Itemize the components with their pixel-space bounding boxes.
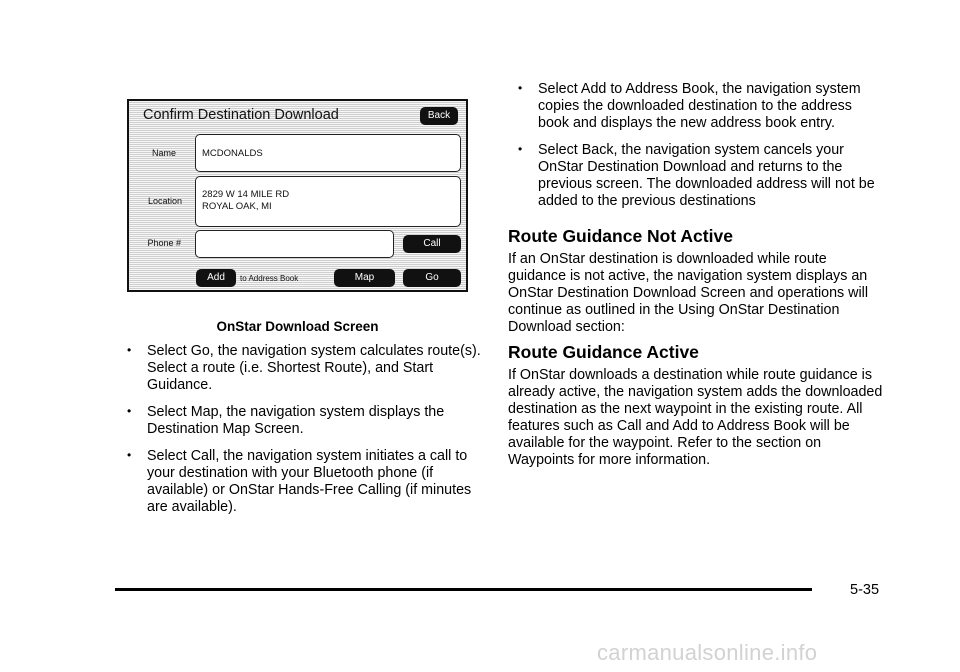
section-body: If an OnStar destination is downloaded while route guidance is not active, the navigation system displays an OnStar Destination Download Screen and operations will continue as outlined in the Using OnStar Destination Download section:: [508, 251, 869, 335]
bullet-icon: •: [127, 343, 132, 357]
right-bullet-list: [518, 81, 878, 220]
name-label: Name: [151, 148, 176, 158]
add-button[interactable]: Add: [196, 269, 236, 287]
bullet-text: Select Back, the navigation system cancels your OnStar Destination Download and returns to the previous screen. The downloaded address will not be added to the previous destinations: [538, 142, 875, 209]
onstar-download-screen: [127, 99, 468, 292]
watermark: carmanualsonline.info: [597, 640, 818, 665]
back-button[interactable]: Back: [420, 107, 458, 125]
bullet-text: Select Map, the navigation system displays the Destination Map Screen.: [147, 404, 445, 437]
bullet-text: Select Call, the navigation system initiates a call to your destination with your Bluetooth phone (if available) or OnStar Hands-Free Calling (if minutes are available).: [147, 448, 472, 515]
list-item: [518, 142, 878, 210]
name-field[interactable]: MCDONALDS: [195, 134, 461, 172]
map-button[interactable]: Map: [334, 269, 395, 287]
footer-rule: [115, 588, 812, 591]
go-button[interactable]: Go: [403, 269, 461, 287]
location-line-1: 2829 W 14 MILE RD: [202, 189, 290, 200]
phone-label: Phone #: [147, 238, 181, 248]
list-item: [127, 404, 483, 438]
list-item: [127, 448, 483, 516]
add-to-address-book-note: to Address Book: [240, 274, 299, 283]
bullet-icon: •: [518, 81, 523, 95]
phone-field[interactable]: [195, 230, 394, 258]
call-button[interactable]: Call: [403, 235, 461, 253]
location-line-2: ROYAL OAK, MI: [202, 201, 272, 212]
section-heading: Route Guidance Active: [508, 342, 699, 362]
location-label: Location: [147, 196, 182, 206]
screen-title: Confirm Destination Download: [143, 107, 339, 123]
section-body: If OnStar downloads a destination while route guidance is already active, the navigation system adds the downloaded destination as the next waypoint in the existing route. All features such as Call and Add to Address Book will be available for the waypoint. Refer to the section on Waypoints for more information.: [508, 367, 883, 468]
bullet-text: Select Go, the navigation system calculates route(s). Select a route (i.e. Shortest Route), and Start Guidance.: [147, 343, 481, 393]
bullet-icon: •: [518, 142, 523, 156]
page-number: 5-35: [850, 582, 880, 598]
section-heading: Route Guidance Not Active: [508, 226, 733, 246]
left-bullet-list: [127, 343, 483, 526]
location-field[interactable]: [195, 176, 461, 227]
bullet-icon: •: [127, 404, 132, 418]
list-item: [127, 343, 483, 394]
bullet-text: Select Add to Address Book, the navigation system copies the downloaded destination to the address book and displays the new address book entry.: [538, 81, 861, 131]
bullet-icon: •: [127, 448, 132, 462]
list-item: [518, 81, 878, 132]
figure-caption: OnStar Download Screen: [216, 319, 379, 334]
